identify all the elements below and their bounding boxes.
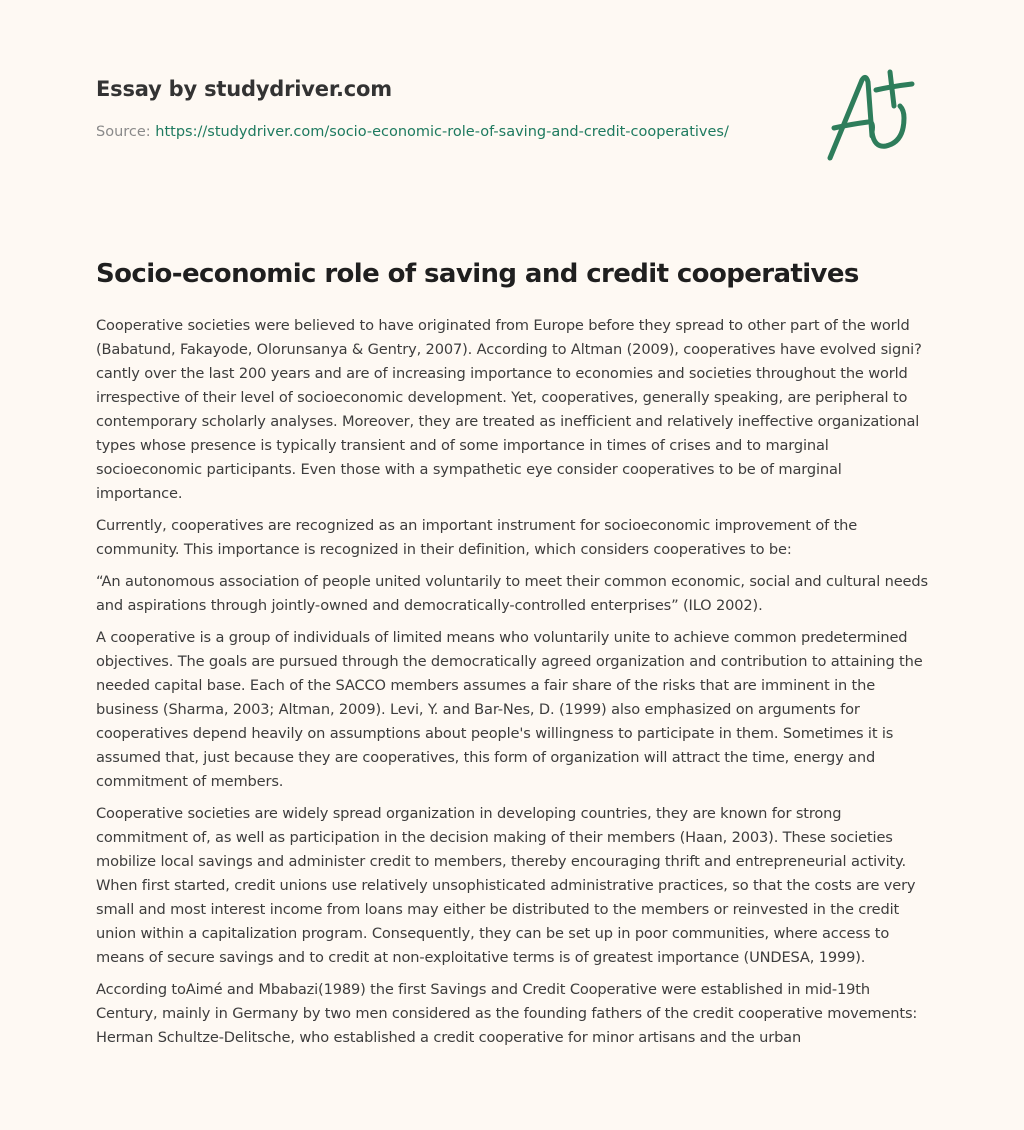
quote-paragraph: “An autonomous association of people united voluntarily to meet their common economic, social and cultural needs and aspirations through jointly-owned and democratically-controlled enterprises” (ILO 2002). — [96, 573, 928, 614]
page-header — [96, 74, 816, 142]
article-title: Socio-economic role of saving and credit cooperatives — [96, 259, 859, 289]
paragraph-1: Cooperative societies were believed to have originated from Europe before they spread to other part of the world (Babatund, Fakayode, Olorunsanya & Gentry, 2007). According to Altman (2009), cooperatives have evolved signi?cantly over the last 200 years and are of increasing importance to economies and societies throughout the world irrespective of their level of socioeconomic development. Yet, cooperatives, generally speaking, are peripheral to contemporary scholarly analyses. Moreover, they are treated as inefficient and relatively ineffective organizational types whose presence is typically transient and of some importance in times of crises and to marginal socioeconomic participants. Even those with a sympathetic eye consider cooperatives to be of marginal importance. — [96, 317, 922, 502]
a-plus-grade-icon — [822, 66, 930, 166]
paragraph-6: According toAimé and Mbabazi(1989) the first Savings and Credit Cooperative were established in mid-19th Century, mainly in Germany by two men considered as the founding fathers of the credit cooperative movements: Herman Schultze-Delitsche, who established a credit cooperative for minor artisans and the urban — [96, 981, 918, 1046]
paragraph-4: A cooperative is a group of individuals of limited means who voluntarily unite to achieve common predetermined objectives. The goals are pursued through the democratically agreed organization and contribution to attaining the needed capital base. Each of the SACCO members assumes a fair share of the risks that are imminent in the business (Sharma, 2003; Altman, 2009). Levi, Y. and Bar-Nes, D. (1999) also emphasized on arguments for cooperatives depend heavily on assumptions about people's willingness to participate in them. Sometimes it is assumed that, just because they are cooperatives, this form of organization will attract the time, energy and commitment of members. — [96, 629, 923, 790]
article-body — [96, 314, 932, 1058]
source-label: Source: — [96, 124, 156, 140]
site-brand: Essay by studydriver.com — [96, 77, 392, 101]
source-link[interactable]: https://studydriver.com/socio-economic-role-of-saving-and-credit-cooperatives/ — [155, 124, 729, 140]
source-line — [96, 122, 816, 142]
paragraph-2: Currently, cooperatives are recognized as an important instrument for socioeconomic improvement of the community. This importance is recognized in their definition, which considers cooperatives to be: — [96, 517, 858, 558]
paragraph-5: Cooperative societies are widely spread organization in developing countries, they are known for strong commitment of, as well as participation in the decision making of their members (Haan, 2003). These societies mobilize local savings and administer credit to members, thereby encouraging thrift and entrepreneurial activity. When first started, credit unions use relatively unsophisticated administrative practices, so that the costs are very small and most interest income from loans may either be distributed to the members or reinvested in the credit union within a capitalization program. Consequently, they can be set up in poor communities, where access to means of secure savings and to credit at non-exploitative terms is of greatest importance (UNDESA, 1999). — [96, 805, 916, 966]
